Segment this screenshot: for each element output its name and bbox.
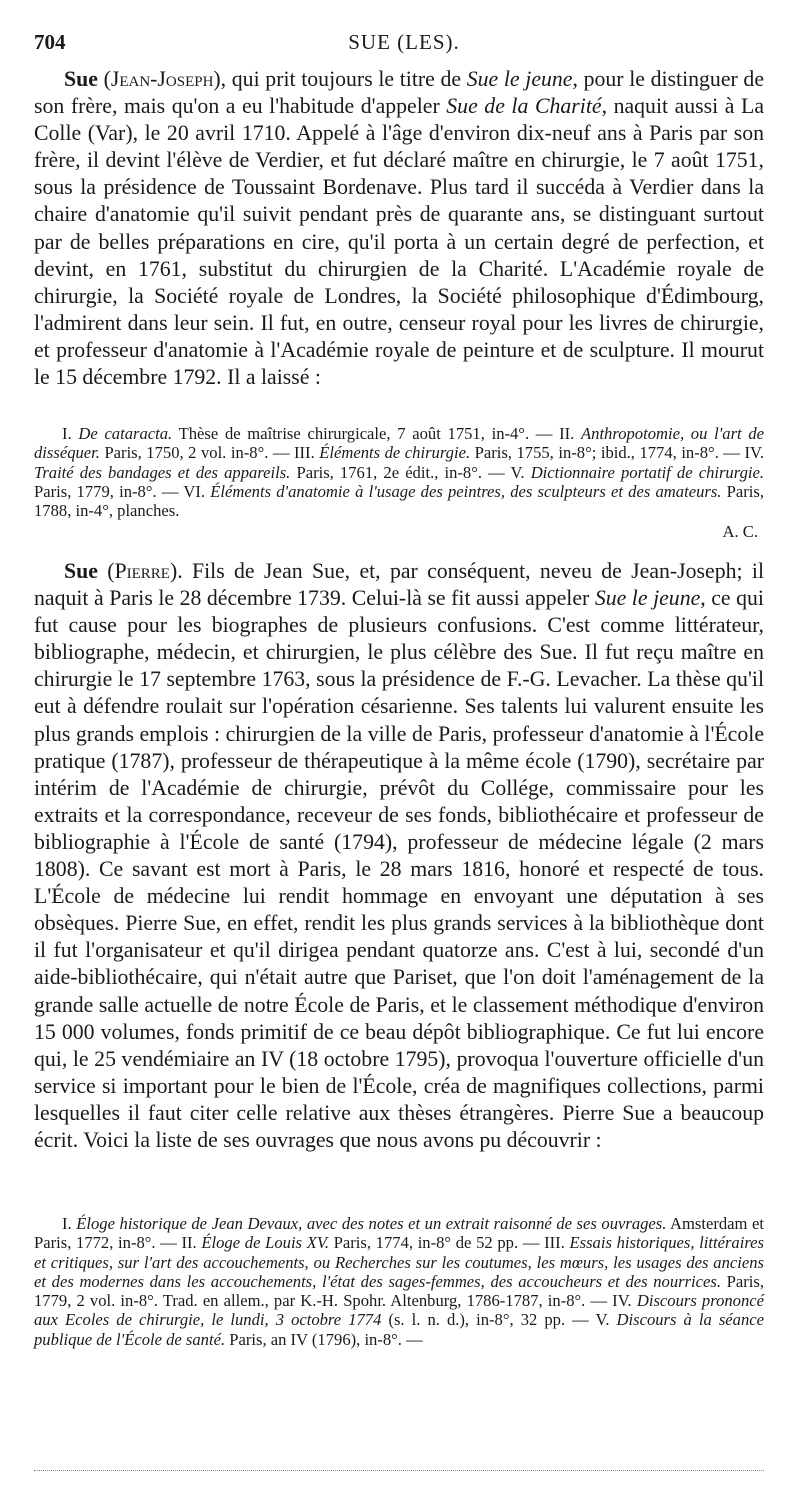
entry-body: Sue (Pierre). Fils de Jean Sue, et, par conséquent, neveu de Jean-Joseph; il naquit à Paris le 28 décembre 1739. Celui-là se fit aussi appeler Sue le jeune, ce qui fut cause pour les biographes de plusieurs confusions. C'est comme littérateur, bibliographe, médecin, et chirurgien, le plus célèbre des Sue. Il fut reçu maître en chirurgie le 17 septembre 1763, sous la présidence de F.-G. Levacher. La thèse qu'il eut à défendre roulait sur l'opération césarienne. Ses talents lui valurent ensuite les plus grands emplois : chirurgien de la ville de Paris, professeur d'anatomie à l'École pratique (1787), professeur de thérapeutique à la même école (1790), secrétaire par intérim de l'Académie de chirurgie, prévôt du Collége, commissaire pour les extraits et la correspondance, receveur de ses fonds, bibliothécaire et professeur de bibliographie à l'École de santé (1794), professeur de médecine légale (2 mars 1808). Ce savant est mort à Paris, le 28 mars 1816, honoré et respecté de tous. L'École de médecine lui rendit hommage en envoyant une députation à ses obsèques. Pierre Sue, en effet, rendit les plus grands services à la bibliothèque dont il fut l'organisateur et qu'il dirigea pendant quatorze ans. C'est à lui, secondé d'un aide-bibliothécaire, qui n'était autre que Pariset, que l'on doit l'aménagement de la grande salle actuelle de notre École de Paris, et le classement méthodique d'environ 15 000 volumes, fonds primitif de ce beau dépôt bibliographique. Ce fut lui encore qui, le 25 vendémiaire an IV (18 octobre 1795), provoqua l'ouverture officielle d'un service si important pour le bien de l'École, créa de magnifiques collections, parmi lesquelles il faut citer celle relative aux thèses étrangères. Pierre Sue a beaucoup écrit. Voici la liste de ses ouvrages que nous avons pu découvrir : [34, 559, 764, 1152]
bibliography-pierre [34, 1214, 764, 1349]
bibliography-jean-joseph [34, 424, 764, 542]
entry-jean-joseph-sue [34, 66, 764, 391]
author-signature: A. C. [722, 522, 758, 542]
bibliography-list: I. Éloge historique de Jean Devaux, avec des notes et un extrait raisonné de ses ouvrages. Amsterdam et Paris, 1772, in-8°. — II. Éloge de Louis XV. Paris, 1774, in-8° de 52 pp. — III. Essais historiques, littéraires et critiques, sur l'art des accouchements, ou Recherches sur les coutumes, les mœurs, les usages des anciens et des modernes dans les accouchements, l'état des sages-femmes, des accoucheurs et des nourrices. Paris, 1779, 2 vol. in-8°. Trad. en allem., par K.-H. Spohr. Altenburg, 1786-1787, in-8°. — IV. Discours prononcé aux Ecoles de chirurgie, le lundi, 3 octobre 1774 (s. l. n. d.), in-8°, 32 pp. — V. Discours à la séance publique de l'École de santé. Paris, an IV (1796), in-8°. — [34, 1214, 765, 1349]
entry-headword: Sue (Pierre). [64, 559, 183, 583]
entry-headword: Sue (Jean-Joseph), [64, 67, 227, 91]
page-number: 704 [34, 30, 66, 54]
page-header [34, 30, 774, 56]
bibliography-list: I. De cataracta. Thèse de maîtrise chirurgicale, 7 août 1751, in-4°. — II. Anthropotomie, ou l'art de disséquer. Paris, 1750, 2 vol. in-8°. — III. Éléments de chirurgie. Paris, 1755, in-8°; ibid., 1774, in-8°. — IV. Traité des bandages et des appareils. Paris, 1761, 2e édit., in-8°. — V. Dictionnaire portatif de chirurgie. Paris, 1779, in-8°. — VI. Éléments d'anatomie à l'usage des peintres, des sculpteurs et des amateurs. Paris, 1788, in-4°, planches. [34, 424, 765, 521]
footer-divider [34, 1470, 764, 1471]
entry-body: Sue (Jean-Joseph), qui prit toujours le titre de Sue le jeune, pour le distinguer de son frère, mais qu'on a eu l'habitude d'appeler Sue de la Charité, naquit aussi à La Colle (Var), le 20 avril 1710. Appelé à l'âge d'environ dix-neuf ans à Paris par son frère, il devint l'élève de Verdier, et fut déclaré maître en chirurgie, le 7 août 1751, sous la présidence de Toussaint Bordenave. Plus tard il succéda à Verdier dans la chaire d'anatomie qu'il suivit pendant près de quarante ans, se distinguant surtout par de belles préparations en cire, qu'il porta à un certain degré de perfection, et devint, en 1761, substitut du chirurgien de la Charité. L'Académie royale de chirurgie, la Société royale de Londres, la Société philosophique d'Édimbourg, l'admirent dans leur sein. Il fut, en outre, censeur royal pour les livres de chirurgie, et professeur d'anatomie à l'Académie royale de peinture et de sculpture. Il mourut le 15 décembre 1792. Il a laissé : [34, 67, 764, 390]
entry-pierre-sue [34, 558, 764, 1154]
running-title: SUE (LES). [348, 30, 460, 54]
